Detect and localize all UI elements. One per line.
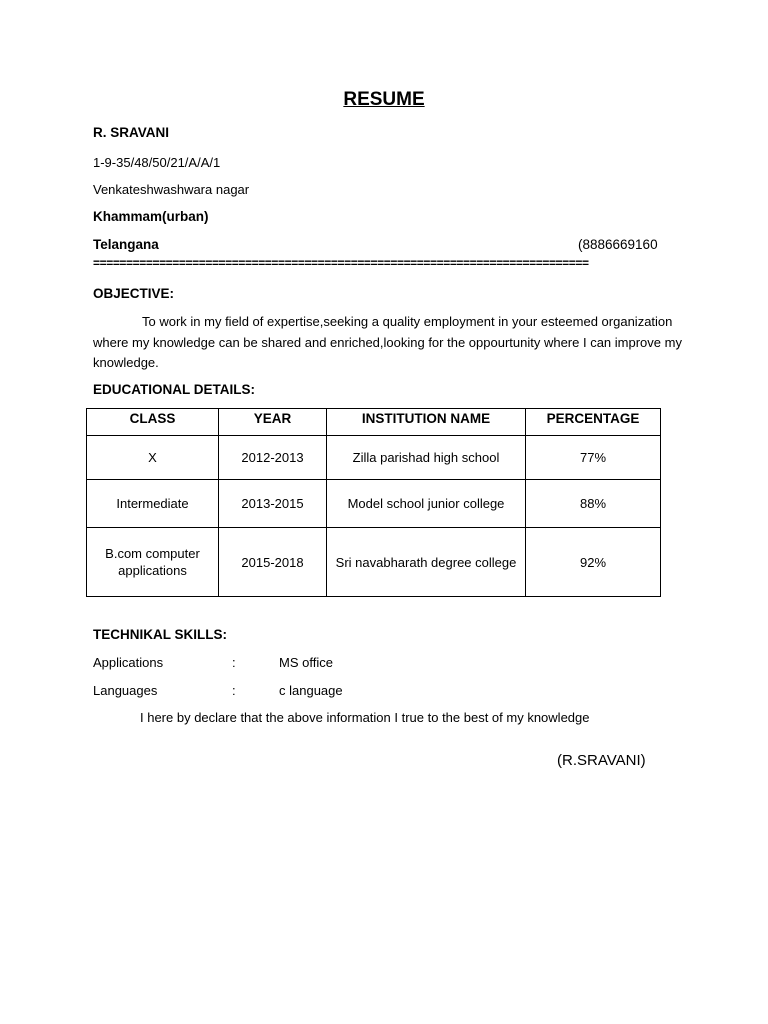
cell-institution: Model school junior college <box>327 480 526 528</box>
objective-text: To work in my field of expertise,seeking a quality employment in your esteemed organization where my knowledge can be shared and enriched,looking for the oppourtunity where I can improve my knowledge. <box>93 314 682 370</box>
cell-percentage: 88% <box>526 480 661 528</box>
column-header-year: YEAR <box>219 409 327 436</box>
education-table <box>86 408 661 597</box>
cell-percentage: 77% <box>526 436 661 480</box>
objective-heading: OBJECTIVE: <box>93 286 175 301</box>
skill-separator: : <box>232 683 236 698</box>
cell-institution: Zilla parishad high school <box>327 436 526 480</box>
table-row <box>87 528 661 597</box>
column-header-institution: INSTITUTION NAME <box>327 409 526 436</box>
applicant-name: R. SRAVANI <box>93 125 170 140</box>
cell-year: 2012-2013 <box>219 436 327 480</box>
address-state: Telangana <box>93 237 159 252</box>
cell-year: 2013-2015 <box>219 480 327 528</box>
address-city: Khammam(urban) <box>93 209 209 224</box>
table-row <box>87 480 661 528</box>
skills-heading: TECHNIKAL SKILLS: <box>93 627 227 642</box>
cell-class: B.com computer applications <box>87 528 219 597</box>
phone-number: (8886669160 <box>578 237 658 252</box>
signature-name: (R.SRAVANI) <box>557 752 646 769</box>
skill-separator: : <box>232 655 236 670</box>
address-line-2: Venkateshwashwara nagar <box>93 182 250 197</box>
declaration-text: I here by declare that the above information I true to the best of my knowledge <box>140 710 590 725</box>
table-row <box>87 436 661 480</box>
resume-title: RESUME <box>343 89 425 110</box>
table-header-row <box>87 409 661 436</box>
skill-value-languages: c language <box>279 683 343 698</box>
skill-label-languages: Languages <box>93 683 158 698</box>
cell-percentage: 92% <box>526 528 661 597</box>
column-header-percentage: PERCENTAGE <box>526 409 661 436</box>
cell-class: X <box>87 436 219 480</box>
cell-year: 2015-2018 <box>219 528 327 597</box>
cell-institution: Sri navabharath degree college <box>327 528 526 597</box>
skill-value-applications: MS office <box>279 655 333 670</box>
education-heading: EDUCATIONAL DETAILS: <box>93 382 255 397</box>
skill-label-applications: Applications <box>93 655 164 670</box>
column-header-class: CLASS <box>87 409 219 436</box>
address-line-1: 1-9-35/48/50/21/A/A/1 <box>93 155 221 170</box>
section-divider: =========================================================================== <box>93 256 589 270</box>
cell-class: Intermediate <box>87 480 219 528</box>
